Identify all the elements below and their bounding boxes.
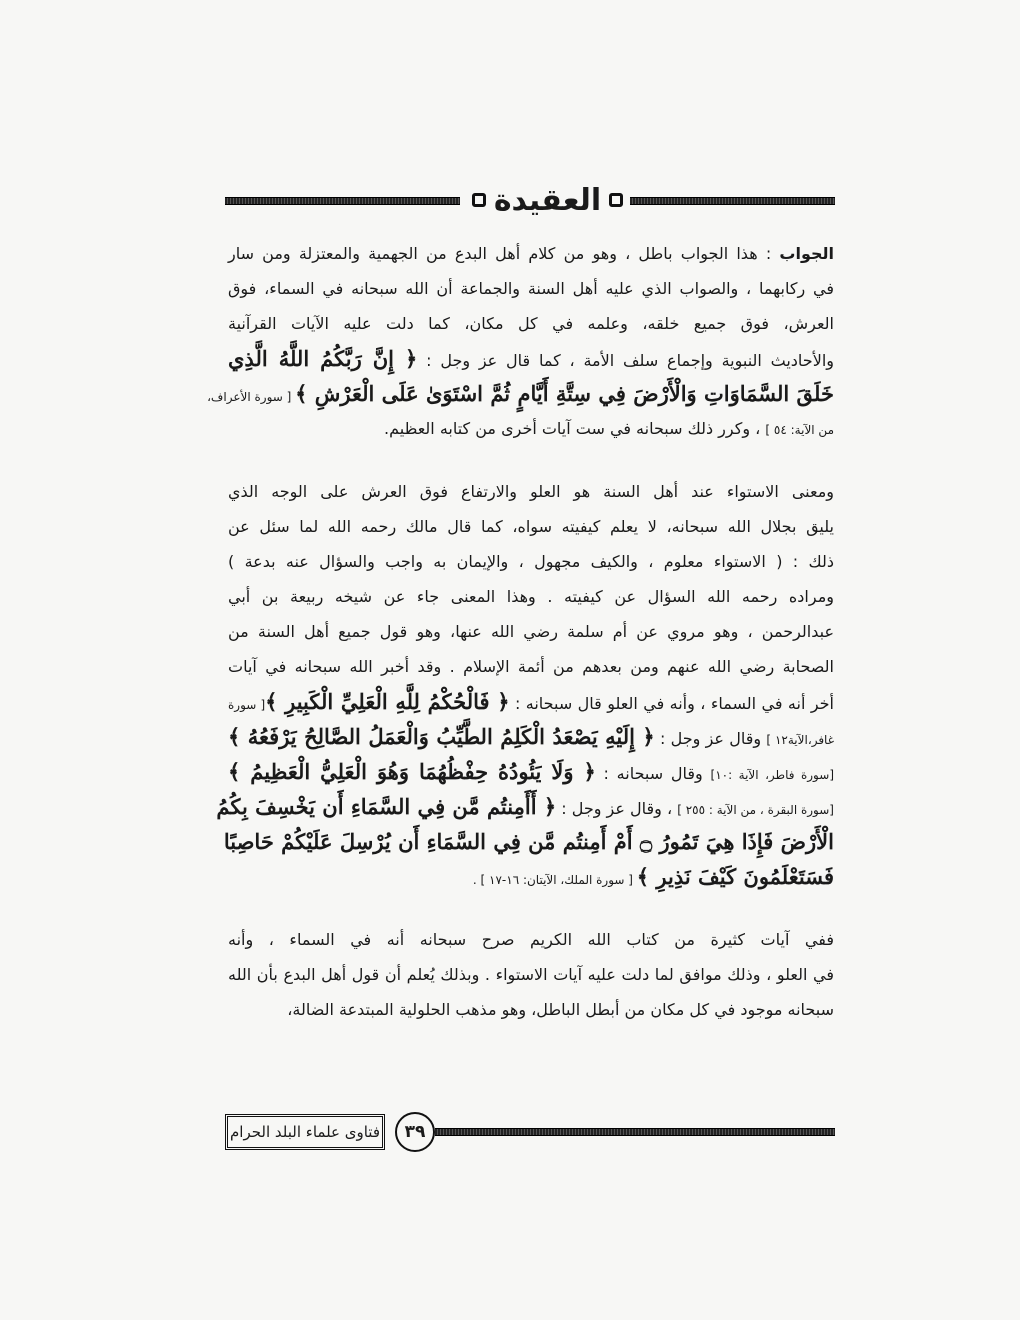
verse-reference: [ سورة الأعراف، (207, 390, 296, 404)
text-run: ذلك : ( الاستواء معلوم ، والكيف مجهول ، والإيمان به واجب والسؤال عنه بدعة ) (228, 552, 834, 571)
text-run: : هذا الجواب باطل ، وهو من كلام أهل البدع من الجهمية والمعتزلة ومن سار (228, 244, 780, 263)
square-ornament-icon (472, 193, 486, 207)
text-run: ومراده رحمه الله السؤال عن كيفيته . وهذا المعنى جاء عن شيخه ربيعة بن أبي (228, 587, 834, 606)
book-title: فتاوى علماء البلد الحرام (225, 1114, 385, 1150)
text-line (228, 579, 834, 614)
text-line (228, 474, 834, 509)
text-line (228, 544, 834, 579)
text-run: يليق بجلال الله سبحانه، لا يعلم كيفيته سواه، كما قال مالك رحمه الله لما سئل عن (228, 517, 834, 536)
text-line (228, 754, 834, 789)
text-line (207, 376, 834, 411)
quran-verse: ﴿ وَلَا يَئُودُهُ حِفْظُهُمَا وَهُوَ الْعَلِيُّ الْعَظِيمُ ﴾ (228, 759, 596, 784)
text-line (228, 236, 834, 271)
text-run: عبدالرحمن ، وهو مروي عن أم سلمة رضي الله عنها، وهو قول جميع أهل السنة من (228, 622, 834, 641)
text-run: ، وقال عز وجل : (556, 799, 678, 818)
section-title-group (465, 180, 630, 220)
quran-verse: ﴿ إِنَّ رَبَّكُمُ اللَّهُ الَّذِي (228, 346, 418, 371)
text-line (228, 306, 834, 341)
page-header (225, 178, 835, 222)
footer-rule (435, 1128, 835, 1136)
quran-verse: ﴿ أَأَمِنتُم مَّن فِي السَّمَاءِ أَن يَخْسِفَ بِكُمُ (216, 794, 557, 819)
quran-verse: فَسَتَعْلَمُونَ كَيْفَ نَذِيرِ ﴾ (636, 864, 834, 889)
quran-verse: الْأَرْضَ فَإِذَا هِيَ تَمُورُ ۝ أَمْ أَمِنتُم مَّن فِي السَّمَاءِ أَن يُرْسِلَ عَلَيْكُمْ حَاصِبًا (223, 829, 834, 854)
paragraph (216, 474, 834, 894)
text-line (228, 649, 834, 684)
text-line (228, 271, 834, 306)
paragraph-gap (228, 446, 834, 474)
text-line (228, 509, 834, 544)
text-line (228, 614, 834, 649)
quran-verse: ﴿ إِلَيْهِ يَصْعَدُ الْكَلِمُ الطَّيِّبُ وَالْعَمَلُ الصَّالِحُ يَرْفَعُهُ ﴾ (228, 724, 655, 749)
text-line (228, 957, 834, 992)
answer-label: الجواب (779, 244, 834, 263)
text-line (223, 824, 834, 859)
text-run: في ركابهما ، والصواب الذي عليه أهل السنة والجماعة أن الله سبحانه في السماء، فوق (228, 279, 834, 298)
quran-verse: ﴿ فَالْحُكْمُ لِلَّهِ الْعَلِيِّ الْكَبِيرِ ﴾ (265, 689, 510, 714)
text-run: وقال سبحانه : (595, 764, 711, 783)
text-line (216, 789, 834, 824)
text-line (228, 719, 834, 754)
verse-reference: غافر،الآية١٢ ] (766, 733, 834, 747)
text-run: ، وكرر ذلك سبحانه في ست آيات أخرى من كتابه العظيم. (384, 419, 766, 438)
verse-reference: [ سورة الملك، الآيتان: ١٦-١٧ ] . (472, 873, 637, 887)
text-line (228, 411, 834, 446)
verse-reference: [ سورة (228, 698, 266, 712)
section-title: العقيدة (493, 182, 602, 218)
text-run: ومعنى الاستواء عند أهل السنة هو العلو والارتفاع فوق العرش على الوجه الذي (228, 482, 834, 501)
text-line (228, 922, 834, 957)
verse-reference: [سورة فاطر، الآية :١٠] (710, 768, 834, 782)
paragraph (207, 236, 834, 446)
text-run: والأحاديث النبوية وإجماع سلف الأمة ، كما قال عز وجل : (417, 351, 834, 370)
verse-reference: من الآية: ٥٤ ] (765, 423, 834, 437)
paragraph-gap (228, 894, 834, 922)
text-run: العرش، فوق جميع خلقه، وعلمه في كل مكان، كما دلت عليه الآيات القرآنية (228, 314, 834, 333)
square-ornament-icon (609, 193, 623, 207)
text-line (228, 859, 834, 894)
verse-reference: [سورة البقرة ، من الآية : ٢٥٥ ] (677, 803, 834, 817)
text-line (228, 992, 834, 1027)
paragraph (228, 922, 834, 1027)
header-rule-right (630, 197, 835, 205)
page-number: ٣٩ (395, 1112, 435, 1152)
text-run: في العلو ، وذلك موافق لما دلت عليه آيات الاستواء . وبذلك يُعلم أن قول أهل البدع بأن الله (228, 965, 834, 984)
quran-verse: خَلَقَ السَّمَاوَاتِ وَالْأَرْضَ فِي سِتَّةِ أَيَّامٍ ثُمَّ اسْتَوَىٰ عَلَى الْعَرْشِ ﴾ (295, 381, 834, 406)
text-line (228, 341, 834, 376)
text-run: سبحانه موجود في كل مكان من أبطل الباطل، وهو مذهب الحلولية المبتدعة الضالة، (287, 1000, 834, 1019)
header-rule-left (225, 197, 460, 205)
text-run: وقال عز وجل : (654, 729, 767, 748)
text-run: ففي آيات كثيرة من كتاب الله الكريم صرح سبحانه أنه في السماء ، وأنه (228, 930, 834, 949)
body-text (207, 236, 834, 1027)
text-line (228, 684, 834, 719)
text-run: أخر أنه في السماء ، وأنه في العلو قال سبحانه : (509, 694, 834, 713)
text-run: الصحابة رضي الله عنهم ومن بعدهم من أئمة الإسلام . وقد أخبر الله سبحانه في آيات (228, 657, 834, 676)
page-footer (225, 1112, 835, 1156)
